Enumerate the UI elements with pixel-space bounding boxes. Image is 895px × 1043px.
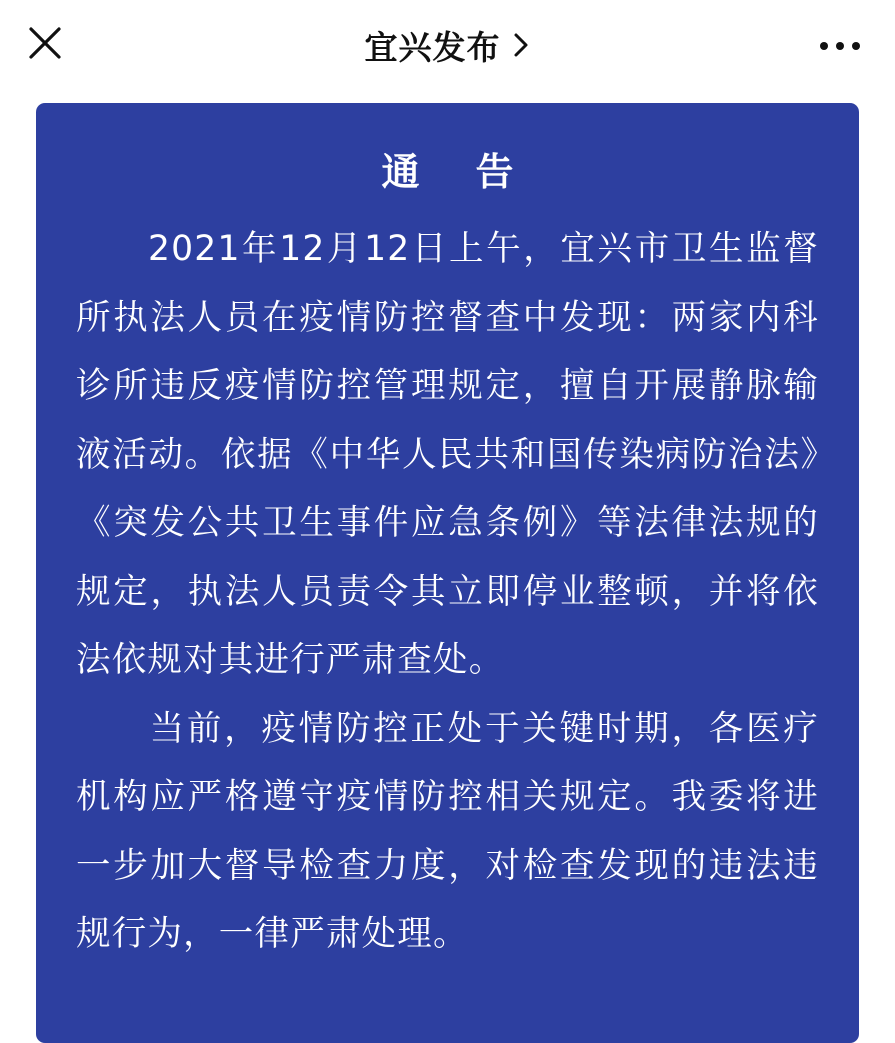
top-navigation-bar	[0, 0, 895, 92]
account-title: 宜兴发布	[364, 27, 501, 67]
account-title-link[interactable]	[0, 20, 895, 70]
notice-title-left: 通	[381, 150, 420, 194]
notice-paragraph-text: 2021年12月12日上午，宜兴市卫生监督所执法人员在疫情防控督查中发现：两家内科诊所违反疫情防控管理规定，擅自开展静脉输液活动。依据《中华人民共和国传染病防治法》《突发公共卫生事件应急条例》等法律法规的规定，执法人员责令其立即停业整顿，并将依法依规对其进行严肃查处。	[76, 229, 819, 680]
notice-paragraph	[76, 695, 819, 969]
notice-card	[36, 103, 859, 1043]
notice-paragraph-text: 当前，疫情防控正处于关键时期，各医疗机构应严格遵守疫情防控相关规定。我委将进一步加大督导检查力度，对检查发现的违法违规行为，一律严肃处理。	[76, 708, 819, 954]
notice-title	[76, 143, 819, 201]
chevron-right-icon	[511, 30, 531, 60]
notice-paragraph	[76, 215, 819, 695]
more-horizontal-icon	[815, 24, 865, 66]
notice-title-right: 告	[475, 150, 514, 194]
more-options-button[interactable]	[815, 24, 865, 66]
